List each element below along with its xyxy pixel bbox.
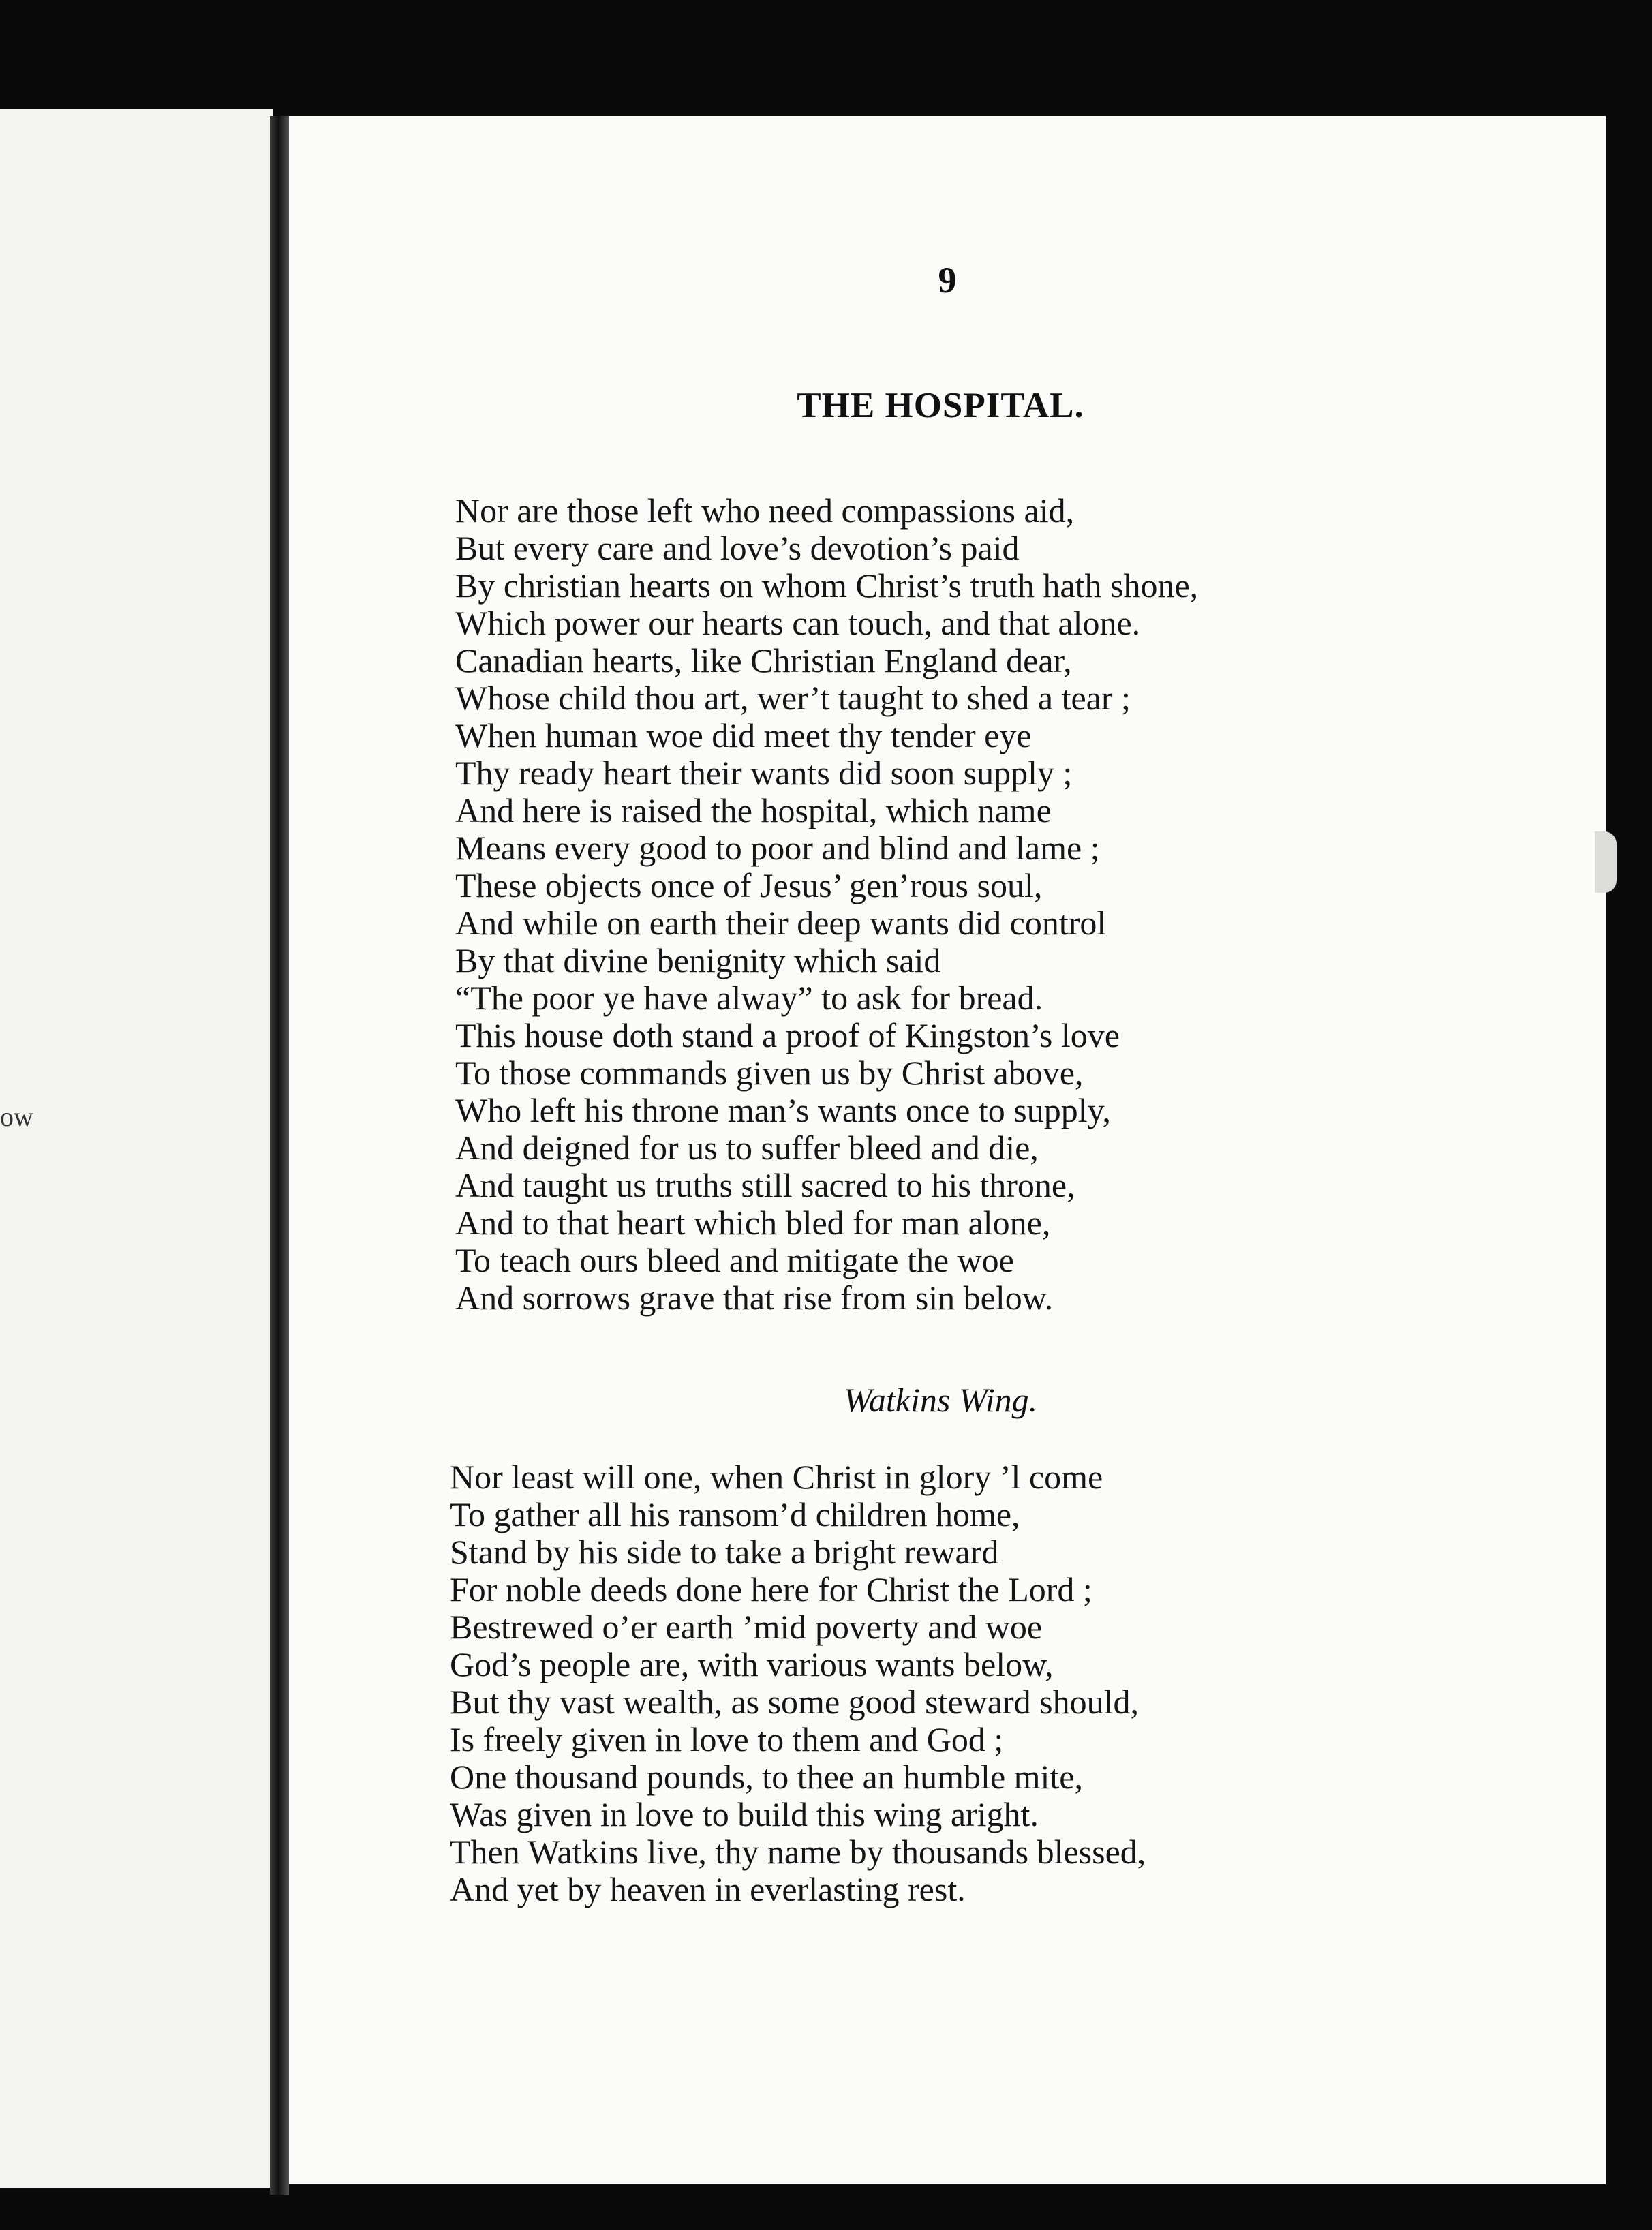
poem-line: Whose child thou art, wer’t taught to shed a tear ; xyxy=(455,679,1131,717)
poem-line: To those commands given us by Christ above, xyxy=(455,1054,1084,1092)
poem-line: Was given in love to build this wing aright. xyxy=(450,1795,1039,1833)
poem-line: By christian hearts on whom Christ’s truth hath shone, xyxy=(455,566,1199,605)
poem-line: But thy vast wealth, as some good steward should, xyxy=(450,1683,1139,1721)
poem-line: To gather all his ransom’d children home, xyxy=(450,1495,1020,1533)
poem-line: When human woe did meet thy tender eye xyxy=(455,716,1032,754)
poem-line: Which power our hearts can touch, and that alone. xyxy=(455,604,1141,642)
poem-line: Is freely given in love to them and God ; xyxy=(450,1720,1004,1758)
poem-line: One thousand pounds, to thee an humble mite, xyxy=(450,1758,1084,1796)
poem-line: To teach ours bleed and mitigate the woe xyxy=(455,1241,1014,1279)
poem-line: These objects once of Jesus’ gen’rous soul, xyxy=(455,866,1043,904)
poem-line: Nor are those left who need compassions aid, xyxy=(455,491,1075,530)
poem-line: God’s people are, with various wants below, xyxy=(450,1645,1054,1683)
poem-stanza-watkins-wing xyxy=(450,1458,1146,1908)
poem-line: And sorrows grave that rise from sin below. xyxy=(455,1279,1054,1317)
poem-line: Stand by his side to take a bright reward xyxy=(450,1533,999,1571)
page-edge-tab xyxy=(1595,831,1617,893)
left-facing-page xyxy=(0,109,273,2188)
poem-line: Means every good to poor and blind and lame ; xyxy=(455,829,1100,867)
poem-line: Nor least will one, when Christ in glory ’l come xyxy=(450,1458,1103,1496)
poem-line: Canadian hearts, like Christian England dear, xyxy=(455,641,1072,679)
left-page-text-fragment: ow xyxy=(0,1101,33,1132)
page-title: THE HOSPITAL. xyxy=(797,386,1084,425)
poem-line: And yet by heaven in everlasting rest. xyxy=(450,1870,966,1908)
poem-stanza-hospital xyxy=(455,492,1198,1317)
poem-line: Bestrewed o’er earth ’mid poverty and woe xyxy=(450,1608,1043,1646)
poem-line: This house doth stand a proof of Kingston’s love xyxy=(455,1016,1120,1054)
section-heading: Watkins Wing. xyxy=(843,1381,1038,1419)
poem-line: But every care and love’s devotion’s paid xyxy=(455,529,1020,567)
poem-line: And taught us truths still sacred to his throne, xyxy=(455,1166,1075,1204)
book-gutter xyxy=(270,116,289,2195)
poem-line: “The poor ye have alway” to ask for bread. xyxy=(455,979,1043,1017)
poem-line: And while on earth their deep wants did control xyxy=(455,904,1107,942)
poem-line: And here is raised the hospital, which name xyxy=(455,791,1052,829)
poem-line: Then Watkins live, thy name by thousands blessed, xyxy=(450,1833,1146,1871)
poem-line: Thy ready heart their wants did soon supply ; xyxy=(455,754,1073,792)
poem-line: Who left his throne man’s wants once to supply, xyxy=(455,1091,1111,1129)
poem-line: For noble deeds done here for Christ the Lord ; xyxy=(450,1570,1092,1608)
page-number: 9 xyxy=(938,260,957,301)
poem-line: And deigned for us to suffer bleed and die, xyxy=(455,1129,1039,1167)
poem-line: And to that heart which bled for man alone, xyxy=(455,1204,1051,1242)
poem-line: By that divine benignity which said xyxy=(455,941,941,979)
